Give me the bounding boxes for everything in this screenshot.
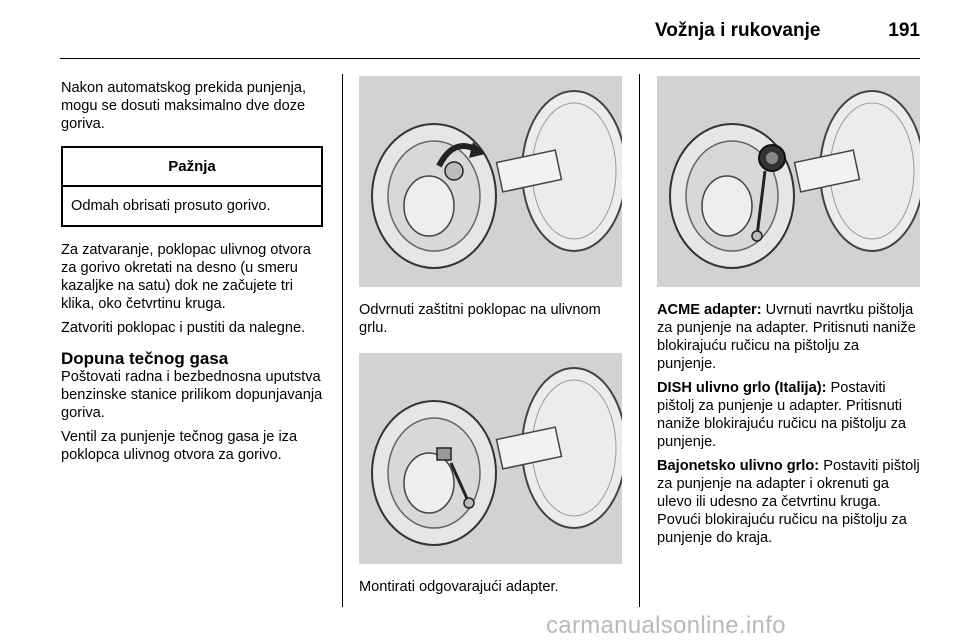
header-divider: [60, 58, 920, 59]
watermark: carmanualsonline.info: [546, 612, 786, 639]
column-divider: [639, 74, 640, 607]
figure-caption: Odvrnuti zaštitni poklopac na ulivnom grlu.: [359, 302, 601, 336]
adapter-text: Postaviti pištolj za punjenje na adapter i okrenuti ga ulevo ili udesno za četvrtinu kruga. Povući blokirajuću ručicu na pištolju za punjenje do kraja.: [657, 458, 920, 546]
chapter-title: Vožnja i rukovanje: [655, 20, 821, 41]
adapter-text: Uvrnuti navrtku pištolja za punjenje na adapter. Pritisnuti naniže blokirajuću ručicu na pištolju za punjenje.: [657, 302, 916, 372]
notice-box: [61, 146, 323, 227]
fuel-door-nozzle-figure: [657, 76, 920, 287]
adapter-instruction: [657, 379, 921, 451]
column-divider: [342, 74, 343, 607]
notice-body: Odmah obrisati prosuto gorivo.: [71, 198, 271, 214]
paragraph: Za zatvaranje, poklopac ulivnog otvora za gorivo okretati na desno (u smeru kazaljke na satu) dok ne začujete tri klika, oko četvrtinu kruga.: [61, 242, 311, 312]
adapter-label: DISH ulivno grlo (Italija):: [657, 380, 827, 396]
notice-title: Pažnja: [63, 148, 321, 187]
paragraph: Poštovati radna i bezbednosna uputstva benzinske stanice prilikom dopunjavanja goriva.: [61, 369, 323, 421]
figure-column-2: [359, 76, 623, 602]
paragraph: Zatvoriti poklopac i pustiti da nalegne.: [61, 320, 306, 336]
adapter-instruction: [657, 301, 921, 373]
page-number: 191: [888, 20, 920, 41]
adapter-label: ACME adapter:: [657, 302, 762, 318]
adapter-instruction: [657, 457, 921, 547]
paragraph: Ventil za punjenje tečnog gasa je iza poklopca ulivnog otvora za gorivo.: [61, 429, 298, 463]
fuel-door-adapter-figure: [359, 353, 622, 564]
adapter-label: Bajonetsko ulivno grlo:: [657, 458, 820, 474]
section-heading: Dopuna tečnog gasa: [61, 349, 229, 368]
text-column-1: [61, 79, 325, 470]
fuel-door-cap-figure: [359, 76, 622, 287]
figure-column-3: [657, 76, 921, 553]
adapter-text: Postaviti pištolj za punjenje u adapter. Pritisnuti naniže blokirajuću ručicu na pištolju za punjenje.: [657, 380, 907, 450]
figure-caption: Montirati odgovarajući adapter.: [359, 579, 559, 595]
paragraph: Nakon automatskog prekida punjenja, mogu se dosuti maksimalno dve doze goriva.: [61, 80, 307, 132]
